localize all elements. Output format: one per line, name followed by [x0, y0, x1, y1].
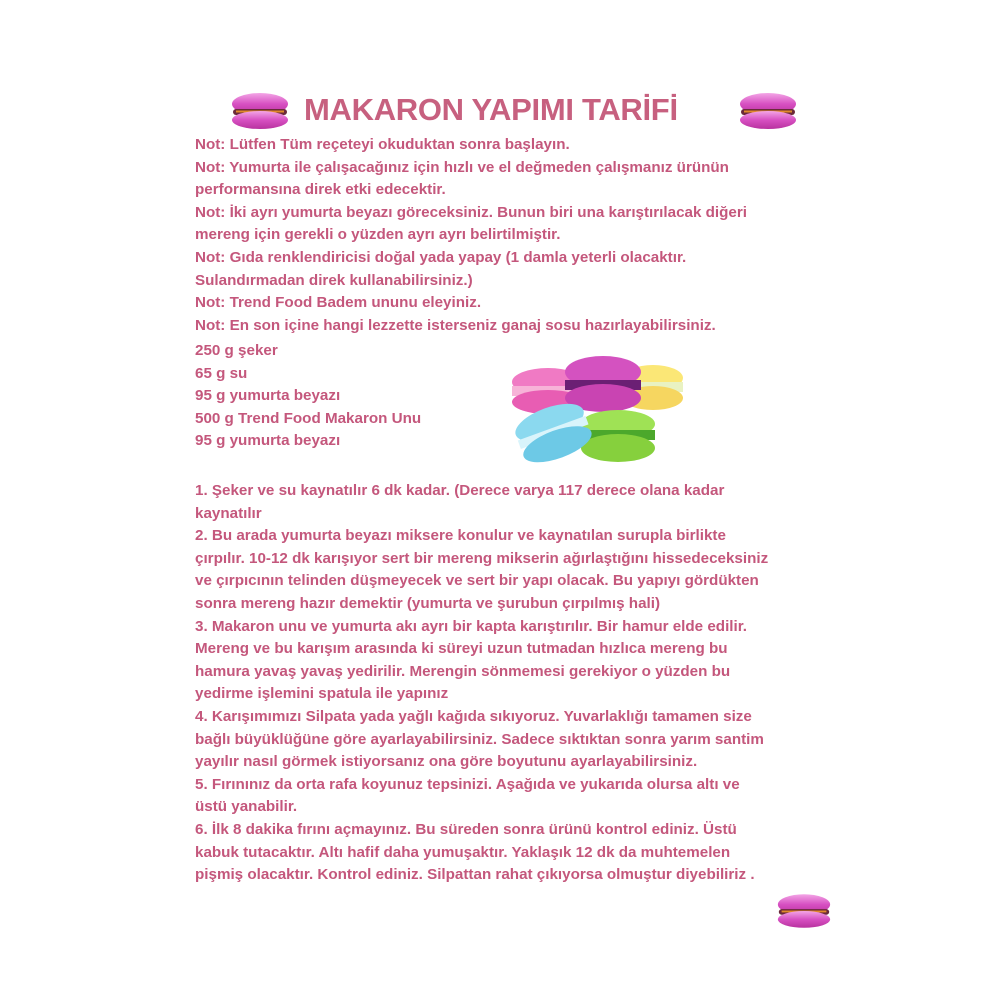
note-line: Not: Trend Food Badem ununu eleyiniz. — [195, 294, 482, 312]
note-line: Not: Gıda renklendiricisi doğal yada yapay (1 damla yeterli olacaktır. — [195, 248, 687, 266]
note-line: performansına direk etki edecektir. — [195, 181, 446, 199]
steps-section — [195, 480, 815, 887]
step-line: sonra mereng hazır demektir (yumurta ve şurubun çırpılmış hali) — [195, 594, 661, 612]
title-row — [228, 88, 798, 134]
ingredient-item: 65 g su — [195, 364, 248, 382]
ingredient-item: 95 g yumurta beyazı — [195, 432, 341, 450]
step-line: kabuk tutacaktır. Altı hafif daha yumuşaktır. Yaklaşık 12 dk da muhtemelen — [195, 843, 731, 861]
note-line: Not: En son içine hangi lezzette isterseniz ganaj sosu hazırlayabilirsiniz. — [195, 316, 716, 334]
notes-section — [195, 134, 815, 337]
macaron-stack-image — [508, 352, 688, 468]
step-line: kaynatılır — [195, 504, 262, 522]
ingredient-item: 250 g şeker — [195, 342, 278, 359]
step-line: 4. Karışımımızı Silpata yada yağlı kağıda sıkıyoruz. Yuvarlaklığı tamamen size — [195, 707, 752, 725]
note-line: Not: Lütfen Tüm reçeteyi okuduktan sonra başlayın. — [195, 136, 570, 153]
step-line: hamura yavaş yavaş yedirilir. Merengin sönmemesi gerekiyor o yüzden bu — [195, 662, 731, 680]
macaron-icon — [230, 92, 290, 130]
note-line: Sulandırmadan direk kullanabilirsiniz.) — [195, 271, 473, 289]
step-line: Mereng ve bu karışım arasında ki süreyi uzun tutmadan hızlıca mereng bu — [195, 640, 728, 658]
ingredient-item: 95 g yumurta beyazı — [195, 387, 341, 405]
ingredient-item: 500 g Trend Food Makaron Unu — [195, 409, 422, 427]
step-line: 5. Fırınınız da orta rafa koyunuz tepsinizi. Aşağıda ve yukarıda olursa altı ve — [195, 775, 740, 793]
note-line: mereng için gerekli o yüzden ayrı ayrı belirtilmiştir. — [195, 226, 561, 244]
macaron-icon — [738, 92, 798, 130]
step-line: üstü yanabilir. — [195, 798, 298, 816]
ingredients-list — [195, 340, 495, 453]
step-line: 1. Şeker ve su kaynatılır 6 dk kadar. (Derece varya 117 derece olana kadar — [195, 482, 725, 499]
note-line: Not: İki ayrı yumurta beyazı göreceksiniz. Bunun biri una karıştırılacak diğeri — [195, 203, 747, 221]
step-line: çırpılır. 10-12 dk karışıyor sert bir mereng mikserin ağırlaştığını hissedeceksiniz — [195, 549, 769, 567]
step-line: 2. Bu arada yumurta beyazı miksere konulur ve kaynatılan surupla birlikte — [195, 527, 726, 545]
step-line: yedirme işlemini spatula ile yapınız — [195, 685, 449, 703]
macaron-icon — [776, 893, 832, 929]
step-line: pişmiş olacaktır. Kontrol ediniz. Silpattan rahat çıkıyorsa olmuştur diyebiliriz . — [195, 866, 755, 884]
step-line: bağlı büyüklüğüne göre ayarlayabilirsiniz. Sadece sıktıktan sonra yarım santim — [195, 730, 764, 748]
step-line: 3. Makaron unu ve yumurta akı ayrı bir kapta karıştırılır. Bir hamur elde edilir. — [195, 617, 748, 635]
step-line: ve çırpıcının telinden düşmeyecek ve sert bir yapı olacak. Bu yapıyı gördükten — [195, 572, 759, 590]
step-line: 6. İlk 8 dakika fırını açmayınız. Bu süreden sonra ürünü kontrol ediniz. Üstü — [195, 820, 737, 838]
step-line: yayılır nasıl görmek istiyorsanız ona göre boyutunu ayarlayabilirsiniz. — [195, 753, 698, 771]
page-title: MAKARON YAPIMI TARİFİ — [304, 92, 678, 127]
note-line: Not: Yumurta ile çalışacağınız için hızlı ve el değmeden çalışmanız ürünün — [195, 158, 729, 176]
